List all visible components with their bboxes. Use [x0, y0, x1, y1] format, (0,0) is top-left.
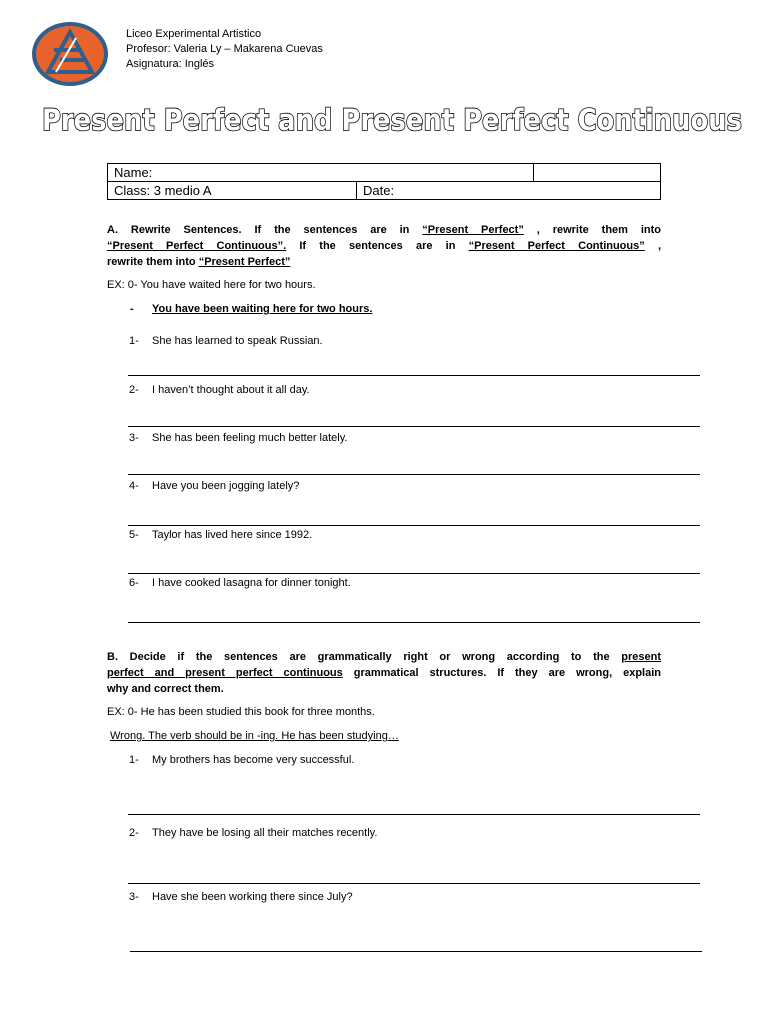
answer-line[interactable]: [128, 814, 700, 815]
section-a-line3: [107, 254, 661, 270]
item-text: Have she been working there since July?: [152, 891, 353, 903]
item-text: Have you been jogging lately?: [152, 480, 300, 492]
instr-text: , rewrite them into: [536, 224, 661, 236]
list-item: [129, 480, 299, 492]
list-item: [129, 754, 354, 766]
list-item: [129, 432, 347, 444]
class-label: Class: 3 medio A: [114, 183, 212, 198]
item-text: She has learned to speak Russian.: [152, 335, 323, 347]
list-item: [129, 384, 310, 396]
class-cell: [108, 182, 357, 200]
section-b-line1: [107, 649, 661, 665]
instr-term: “Present Perfect”: [198, 256, 291, 268]
item-text: She has been feeling much better lately.: [152, 432, 348, 444]
item-number: 6-: [129, 577, 139, 589]
item-number: 5-: [129, 529, 139, 541]
item-number: 3-: [129, 891, 139, 903]
section-a-instructions: [107, 222, 661, 270]
item-text: I haven’t thought about it all day.: [152, 384, 310, 396]
section-b-instructions: [107, 649, 661, 697]
answer-line[interactable]: [128, 525, 700, 526]
school-logo: [30, 20, 110, 88]
answer-line[interactable]: [128, 883, 700, 884]
school-name: Liceo Experimental Artistico: [126, 28, 262, 40]
answer-line[interactable]: [128, 426, 700, 427]
list-item: [129, 529, 312, 541]
answer-line[interactable]: [128, 622, 700, 623]
item-text: I have cooked lasagna for dinner tonight.: [152, 577, 351, 589]
item-text: They have be losing all their matches recently.: [152, 827, 378, 839]
subject: Asignatura: Inglés: [126, 58, 215, 70]
list-item: [129, 891, 353, 903]
section-a-line2: [107, 238, 661, 254]
name-cell[interactable]: [108, 164, 534, 182]
instr-term: “Present Perfect”: [422, 224, 524, 236]
example-dash: -: [130, 303, 134, 315]
teachers: Profesor: Valeria Ly – Makarena Cuevas: [126, 43, 323, 55]
item-number: 2-: [129, 384, 139, 396]
section-b-example-answer: Wrong. The verb should be in -ing. He has been studying…: [110, 730, 399, 742]
instr-text: A. Rewrite Sentences. If the sentences are in: [107, 224, 410, 236]
section-a-line1: [107, 222, 661, 238]
item-number: 2-: [129, 827, 139, 839]
page-title: [0, 96, 768, 146]
answer-line[interactable]: [128, 573, 700, 574]
instr-text: If the sentences are in: [299, 240, 456, 252]
answer-line[interactable]: [130, 951, 702, 952]
date-label: Date:: [363, 183, 395, 198]
list-item: [129, 335, 323, 347]
item-number: 4-: [129, 480, 139, 492]
section-b-line3: why and correct them.: [107, 683, 224, 695]
instr-term: present: [621, 651, 662, 663]
item-number: 1-: [129, 754, 139, 766]
answer-line[interactable]: [128, 474, 700, 475]
instr-text: ,: [657, 240, 661, 252]
instr-text: rewrite them into: [107, 256, 196, 268]
section-a-example-answer: [130, 303, 372, 315]
student-info-table: [107, 163, 661, 200]
item-number: 1-: [129, 335, 139, 347]
section-a-example: EX: 0- You have waited here for two hours.: [107, 279, 316, 291]
instr-term: perfect and present perfect continuous: [107, 667, 343, 679]
item-text: My brothers has become very successful.: [152, 754, 355, 766]
answer-line[interactable]: [128, 375, 700, 376]
instr-text: grammatical structures. If they are wrong, explain: [353, 667, 661, 679]
school-header: [126, 27, 323, 72]
instr-term: “Present Perfect Continuous”.: [107, 240, 287, 252]
name-label: Name:: [114, 165, 153, 180]
instr-term: “Present Perfect Continuous”: [468, 240, 645, 252]
date-cell[interactable]: [357, 182, 661, 200]
section-b-example: EX: 0- He has been studied this book for three months.: [107, 706, 375, 718]
item-text: Taylor has lived here since 1992.: [152, 529, 313, 541]
instr-text: B. Decide if the sentences are grammatically right or wrong according to the: [107, 651, 610, 663]
title-text: Present Perfect and Present Perfect Continuous: [42, 103, 742, 137]
example-answer-text: You have been waiting here for two hours.: [152, 303, 373, 315]
extra-cell[interactable]: [534, 164, 661, 182]
list-item: [129, 827, 377, 839]
item-number: 3-: [129, 432, 139, 444]
list-item: [129, 577, 351, 589]
section-b-line2: [107, 665, 661, 681]
